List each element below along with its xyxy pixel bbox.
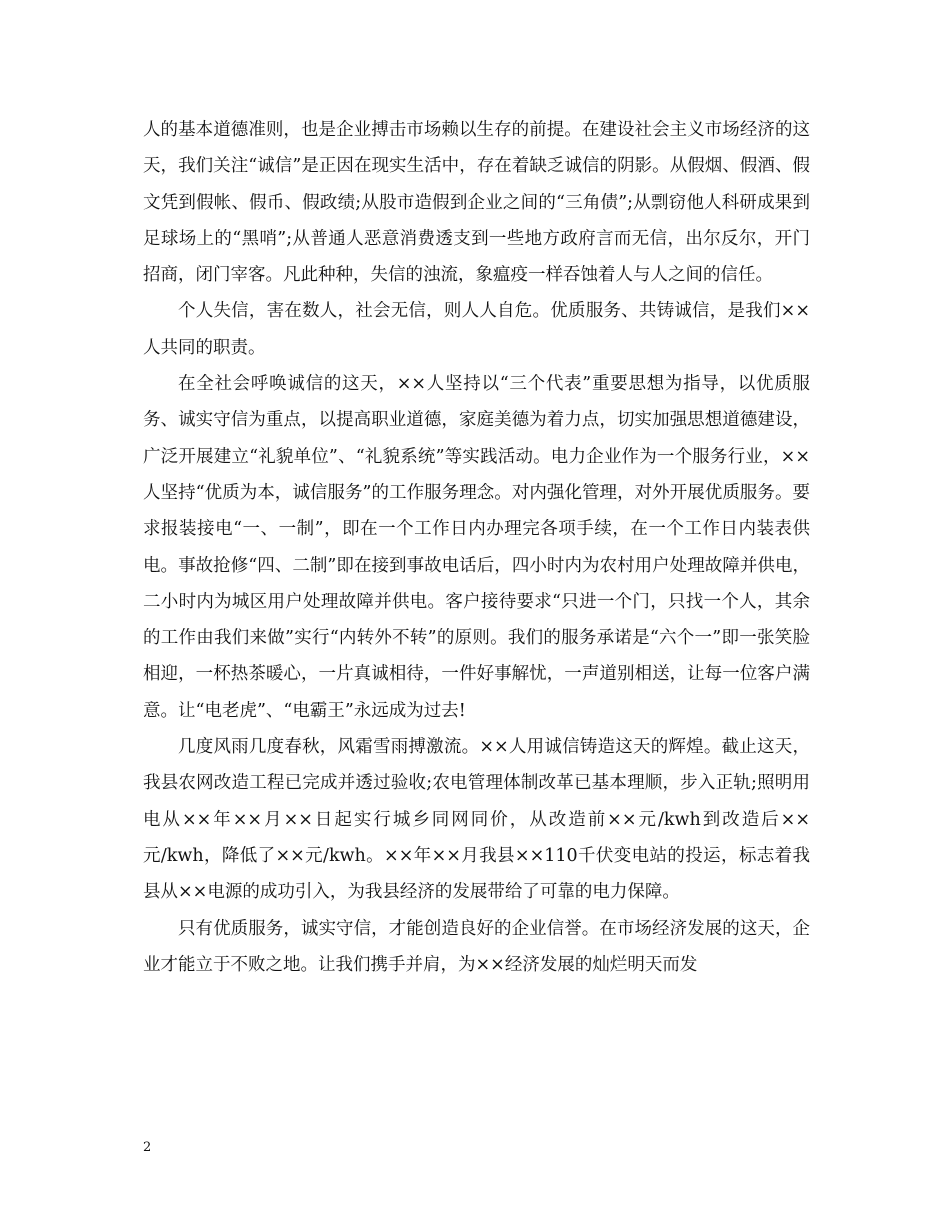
paragraph-1: 人的基本道德准则，也是企业搏击市场赖以生存的前提。在建设社会主义市场经济的这天，我们关注“诚信”是正因在现实生活中，存在着缺乏诚信的阴影。从假烟、假酒、假文凭到假帐、假币、假政绩;从股市造假到企业之间的“三角债”;从剽窃他人科研成果到足球场上的“黑哨”;从普通人恶意消费透支到一些地方政府言而无信，出尔反尔，开门招商，闭门宰客。凡此种种，失信的浊流，象瘟疫一样吞蚀着人与人之间的信任。: [143, 120, 810, 286]
page-number: 2: [143, 1140, 152, 1155]
paragraph-3: 在全社会呼唤诚信的这天，××人坚持以“三个代表”重要思想为指导，以优质服务、诚实守信为重点，以提高职业道德，家庭美德为着力点，切实加强思想道德建设，广泛开展建立“礼貌单位”、“礼貌系统”等实践活动。电力企业作为一个服务行业，××人坚持“优质为本，诚信服务”的工作服务理念。对内强化管理，对外开展优质服务。要求报装接电“一、一制”，即在一个工作日内办理完各项手续，在一个工作日内装表供电。事故抢修“四、二制”即在接到事故电话后，四小时内为农村用户处理故障并供电，二小时内为城区用户处理故障并供电。客户接待要求“只进一个门，只找一个人，其余的工作由我们来做”实行“内转外不转”的原则。我们的服务承诺是“六个一”即一张笑脸相迎，一杯热茶暖心，一片真诚相待，一件好事解忧，一声道别相送，让每一位客户满意。让“电老虎”、“电霸王”永远成为过去!: [143, 374, 810, 721]
paragraph-5: 只有优质服务，诚实守信，才能创造良好的企业信誉。在市场经济发展的这天，企业才能立于不败之地。让我们携手并肩，为××经济发展的灿烂明天而发: [143, 918, 810, 975]
paragraph-2: 个人失信，害在数人，社会无信，则人人自危。优质服务、共铸诚信，是我们××人共同的职责。: [143, 301, 810, 358]
paragraph-4: 几度风雨几度春秋，风霜雪雨搏激流。××人用诚信铸造这天的辉煌。截止这天，我县农网改造工程已完成并透过验收;农电管理体制改革已基本理顺，步入正轨;照明用电从××年××月××日起实行城乡同网同价，从改造前××元/kwh到改造后××元/kwh，降低了××元/kwh。××年××月我县××110千伏变电站的投运，标志着我县从××电源的成功引入，为我县经济的发展带给了可靠的电力保障。: [143, 737, 810, 903]
body-text: [143, 112, 810, 983]
